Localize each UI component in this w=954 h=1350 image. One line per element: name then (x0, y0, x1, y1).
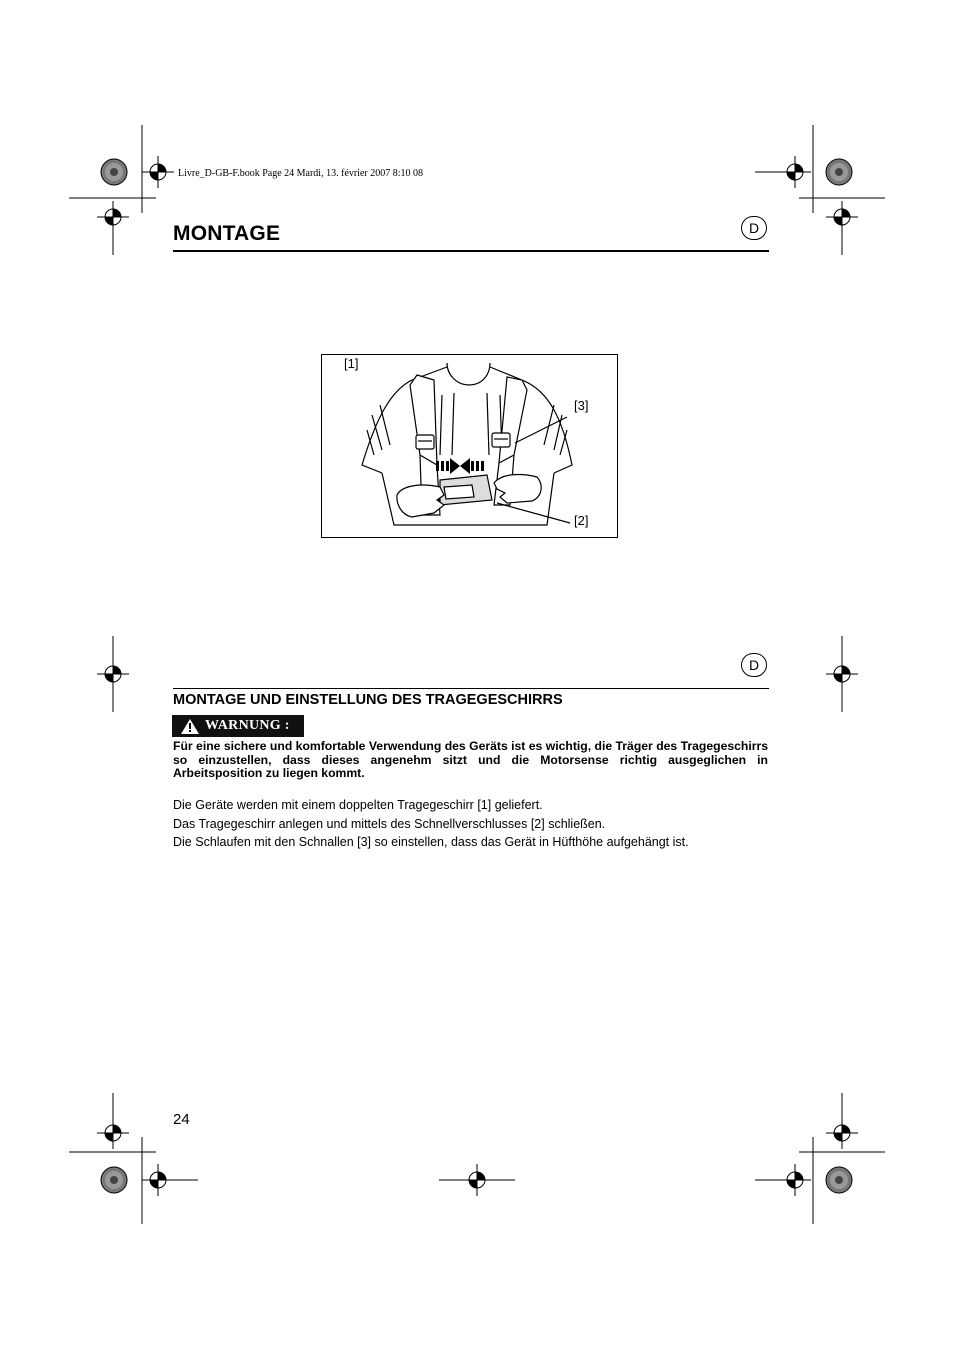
figure-label-quick-release: [2] (574, 513, 589, 528)
language-badge-section: D (741, 653, 767, 677)
section-title: MONTAGE UND EINSTELLUNG DES TRAGEGESCHIRRS (173, 692, 563, 708)
instruction-line-3: Die Schlaufen mit den Schnallen [3] so einstellen, dass das Gerät in Hüfthöhe aufgehängt ist. (173, 835, 689, 849)
title-rule (173, 250, 769, 252)
instruction-line-1: Die Geräte werden mit einem doppelten Tragegeschirr [1] geliefert. (173, 798, 543, 812)
print-job-info: Livre_D-GB-F.book Page 24 Mardi, 13. février 2007 8:10 08 (178, 168, 423, 179)
warning-label: WARNUNG : (205, 718, 290, 733)
language-badge-top: D (741, 216, 767, 240)
warning-banner (172, 715, 304, 737)
warning-text: Für eine sichere und komfortable Verwendung des Geräts ist es wichtig, die Träger des Tragegeschirrs so einzustellen, dass dieses angenehm sitzt und die Motorsense richtig ausgeglichen in Arbeitsposition zu liegen kommt. (173, 739, 768, 780)
figure-label-buckle-strap: [3] (574, 398, 589, 413)
harness-illustration (322, 355, 617, 537)
page-number: 24 (173, 1111, 190, 1128)
instruction-line-2: Das Tragegeschirr anlegen und mittels des Schnellverschlusses [2] schließen. (173, 817, 606, 831)
page-title: MONTAGE (173, 222, 281, 245)
section-rule (173, 688, 769, 689)
harness-figure (321, 354, 618, 538)
figure-label-harness: [1] (344, 356, 359, 371)
warning-triangle-icon (180, 718, 200, 735)
